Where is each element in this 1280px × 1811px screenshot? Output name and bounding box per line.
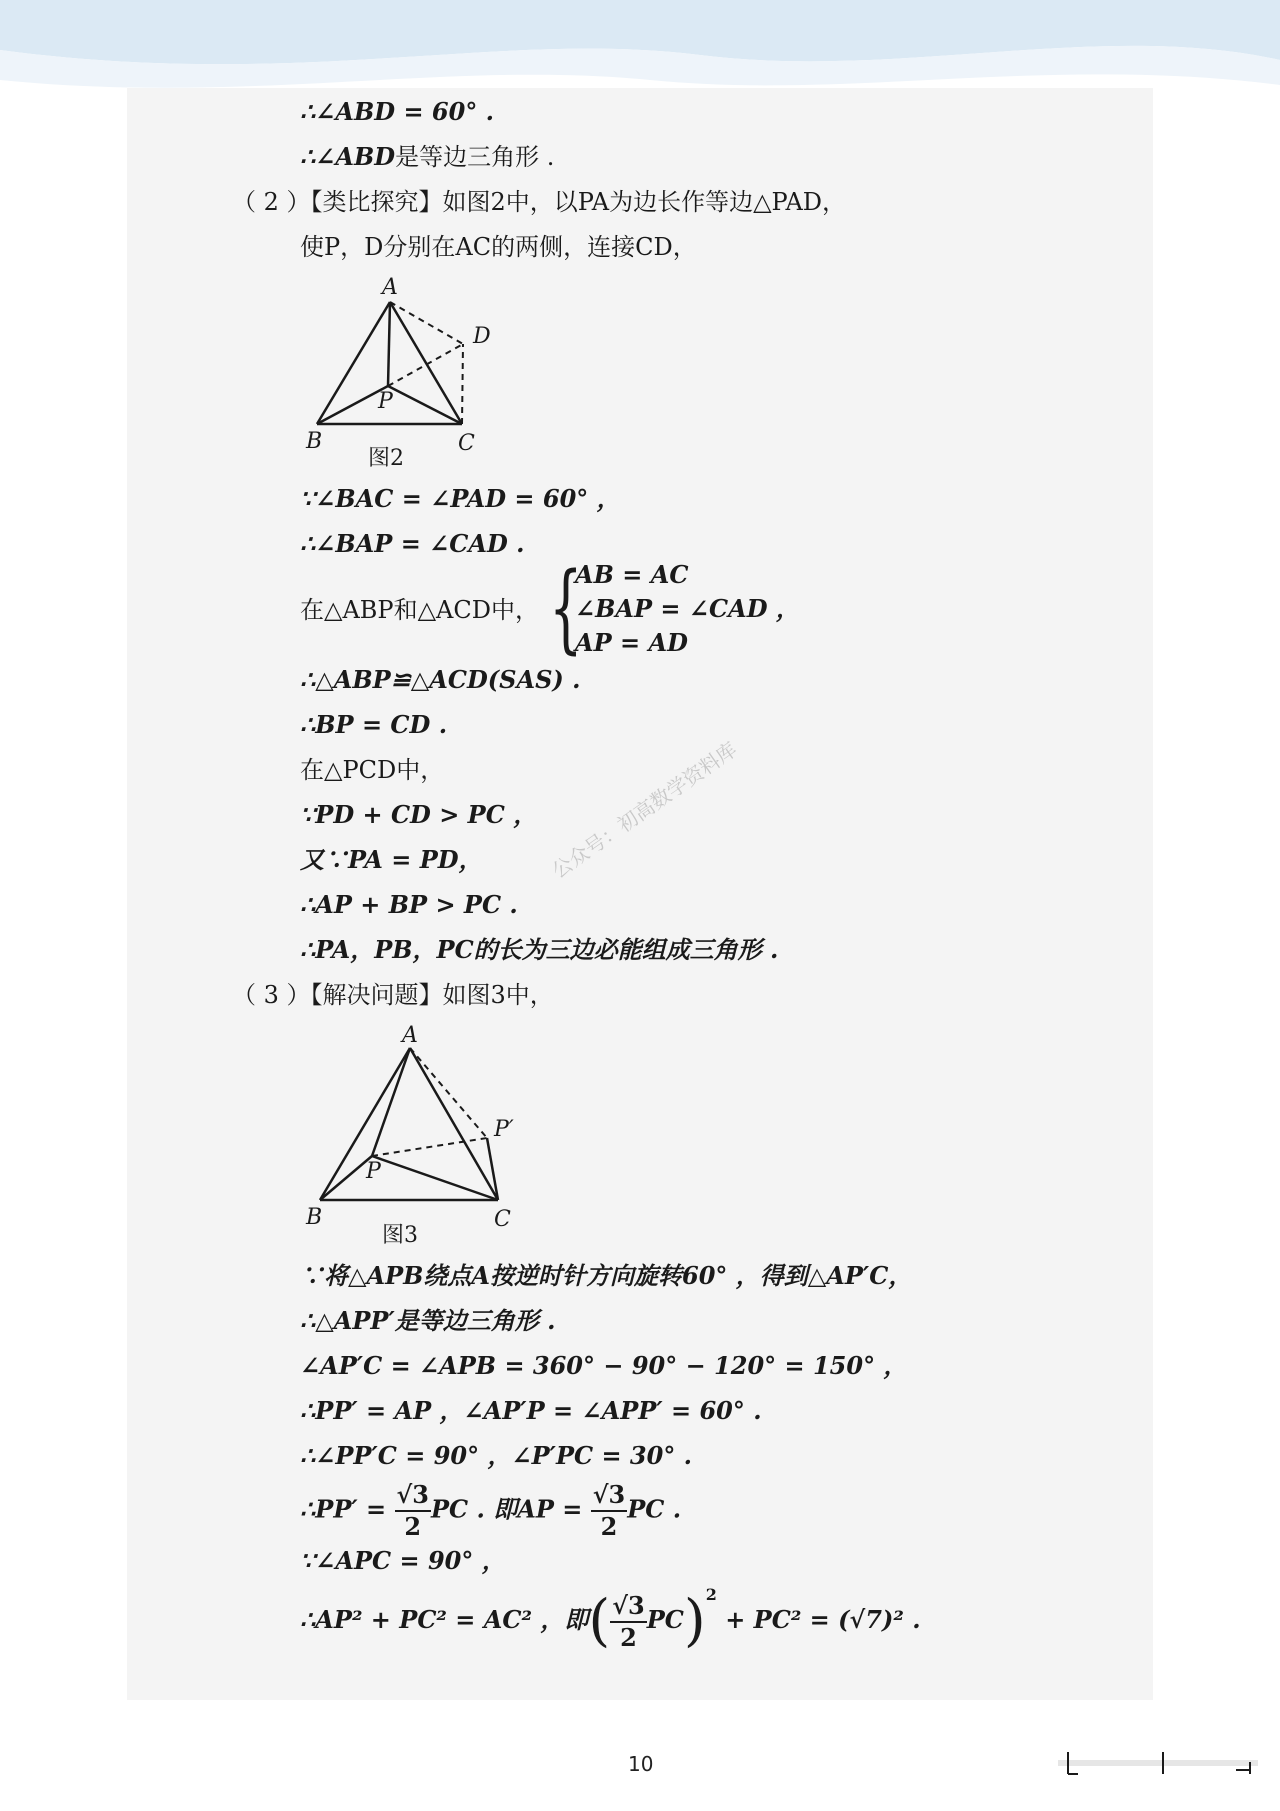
text-line: 又∵PA = PD， (300, 845, 483, 874)
text-line: ∴∠ABD是等边三角形 . (300, 142, 555, 171)
label-B: B (306, 1205, 323, 1230)
label-P: P (378, 389, 393, 414)
text-line: ∴∠PP′C = 90° ，∠P′PC = 30° . (300, 1441, 693, 1470)
text-line: ∵将△APB绕点A按逆时针方向旋转60° ，得到△AP′C， (300, 1261, 913, 1290)
text-line: 使P，D分别在AC的两侧，连接CD， (300, 233, 697, 261)
segment-CP (372, 1156, 498, 1200)
segment-PD-dashed (388, 344, 463, 386)
label-A: A (382, 275, 398, 300)
section-heading-2: （ 2 ）【类比探究】如图2中，以PA为边长作等边△PAD， (232, 188, 847, 216)
page-number: 10 (628, 1752, 654, 1776)
text-line: 在△ABP和△ACD中， (300, 596, 539, 624)
system-line: AP = AD (575, 628, 688, 657)
text-line: ∴∠BAP = ∠CAD . (300, 529, 525, 558)
segment-BP (320, 1156, 372, 1200)
label-D: D (473, 324, 491, 349)
segment-CD-dashed (462, 344, 463, 424)
left-brace: { (549, 552, 583, 664)
text-line: ∴PA，PB，PC的长为三边必能组成三角形 . (300, 935, 779, 964)
text-line: ∴△ABP≌△ACD(SAS) . (300, 665, 581, 694)
right-paren: ) (683, 1588, 706, 1654)
figure-2-diagram (300, 272, 530, 472)
label-P-prime: P′ (494, 1117, 514, 1142)
segment-APp-dashed (410, 1048, 487, 1138)
label-A: A (402, 1023, 418, 1048)
segment-AB (320, 1048, 410, 1200)
segment-AP (388, 302, 390, 386)
label-P: P (366, 1159, 381, 1184)
figure-3-caption: 图3 (382, 1223, 418, 1248)
label-B: B (306, 429, 323, 454)
corner-decoration (1058, 1748, 1258, 1778)
system-line: ∠BAP = ∠CAD ， (575, 594, 800, 623)
text-line: ∴PP′ = $\frac{√3}{2}$ PC . 即AP = $\frac{√3}{2}$ PC . (300, 1480, 682, 1541)
segment-AC (410, 1048, 498, 1200)
text-line: ∴AP + BP > PC . (300, 890, 518, 919)
fraction-sqrt3-over-2: $\frac{√3}{2}$ (612, 1590, 645, 1652)
text-line: ∴AP² + PC² = AC² ，即( $\frac{√3}{2}$ PC)$^2$ + PC² = (√7)² . (300, 1585, 921, 1654)
text-line: ∴△APP′是等边三角形 . (300, 1306, 556, 1335)
section-heading-3: （ 3 ）【解决问题】如图3中， (232, 981, 554, 1009)
label-C: C (458, 431, 475, 456)
text-line: ∵∠BAC = ∠PAD = 60° ， (300, 484, 621, 513)
system-line: AB = AC (575, 560, 689, 589)
fraction-sqrt3-over-2: $\frac{√3}{2}$ (592, 1480, 626, 1541)
text-line: ∴BP = CD . (300, 710, 448, 739)
left-paren: ( (588, 1588, 611, 1654)
text-line: 在△PCD中， (300, 756, 445, 784)
figure-2-caption: 图2 (368, 446, 404, 471)
watermark: 公众号：初高数学资料库 (547, 737, 742, 883)
fraction-sqrt3-over-2: $\frac{√3}{2}$ (396, 1480, 429, 1541)
figure-3-diagram (300, 1018, 540, 1248)
text-line: ∵∠APC = 90° ， (300, 1546, 506, 1575)
text-line: ∵PD + CD > PC ， (300, 800, 538, 829)
label-C: C (494, 1207, 511, 1232)
text-line: ∴∠ABD = 60° . (300, 97, 495, 126)
text-line: ∠AP′C = ∠APB = 360° − 90° − 120° = 150° ， (300, 1351, 908, 1380)
text-line: ∴PP′ = AP ，∠AP′P = ∠APP′ = 60° . (300, 1396, 762, 1425)
